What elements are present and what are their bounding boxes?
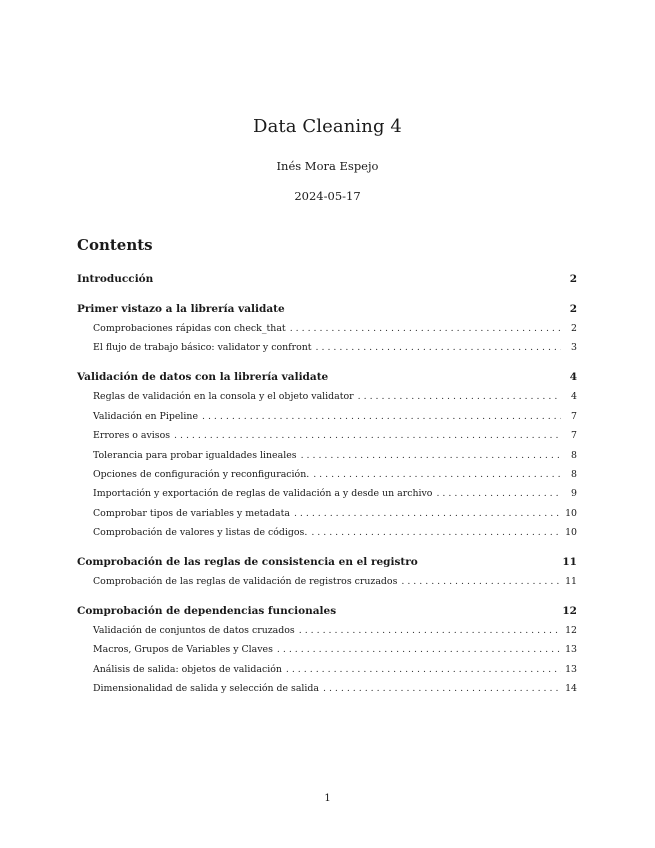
toc-subsection-entry[interactable] — [77, 572, 577, 591]
toc-subsection-entry[interactable] — [77, 338, 577, 357]
toc-leader — [316, 338, 561, 357]
toc-subsection-page: 13 — [565, 644, 577, 656]
toc-subsection-title: Importación y exportación de reglas de validación a y desde un archivo — [93, 488, 433, 500]
toc-subsection-page: 10 — [565, 507, 577, 519]
toc-subsection-entry[interactable] — [77, 446, 577, 465]
toc-subsection-title: Análisis de salida: objetos de validación — [93, 663, 282, 675]
toc-leader — [301, 446, 561, 465]
toc-section-title: Comprobación de las reglas de consistencia en el registro — [77, 555, 418, 568]
toc-subsection-entry[interactable] — [77, 319, 577, 338]
toc-subsection-page: 13 — [565, 663, 577, 675]
toc-section — [77, 300, 577, 358]
toc-leader — [202, 407, 561, 426]
toc-subsection-title: Comprobar tipos de variables y metadata — [93, 507, 290, 519]
toc-section-page: 4 — [569, 370, 577, 383]
contents-heading: Contents — [77, 236, 153, 254]
toc-subsection-page: 10 — [565, 527, 577, 539]
toc-section — [77, 270, 577, 289]
toc-subsection-title: Comprobaciones rápidas con check_that — [93, 322, 286, 334]
toc-section — [77, 368, 577, 543]
toc-subsection-entry[interactable] — [77, 465, 577, 484]
toc-subsection-title: Tolerancia para probar igualdades lineales — [93, 449, 297, 461]
toc-section-page: 11 — [562, 555, 577, 568]
toc-subsection-page: 8 — [571, 449, 577, 461]
document-title: Data Cleaning 4 — [253, 116, 402, 137]
toc-subsection-page: 7 — [571, 430, 577, 442]
toc-subsection-entry[interactable] — [77, 640, 577, 659]
toc-subsection-title: Validación en Pipeline — [93, 410, 199, 422]
toc-section-gap — [77, 591, 577, 601]
toc-leader — [358, 387, 561, 406]
toc-subsection-title: Comprobación de las reglas de validación de registros cruzados — [93, 576, 398, 588]
toc-section-entry[interactable] — [77, 553, 577, 572]
page-number: 1 — [324, 793, 331, 804]
toc-subsection-entry[interactable] — [77, 407, 577, 426]
toc-section-page: 2 — [569, 273, 577, 285]
toc-subsection-page: 9 — [571, 488, 577, 500]
toc-subsection-entry[interactable] — [77, 426, 577, 445]
toc-subsection-title: Opciones de configuración y reconfiguración. — [93, 468, 310, 480]
toc-subsection-title: Macros, Grupos de Variables y Claves — [93, 644, 273, 656]
toc-leader — [277, 640, 561, 659]
toc-leader — [323, 679, 561, 698]
toc-section-entry[interactable] — [77, 300, 577, 319]
toc-subsection-page: 7 — [571, 410, 577, 422]
toc-section-title: Comprobación de dependencias funcionales — [77, 604, 337, 617]
toc-section-entry[interactable] — [77, 270, 577, 289]
toc-section-page: 12 — [562, 604, 577, 617]
document-author: Inés Mora Espejo — [276, 159, 379, 173]
toc-leader — [299, 621, 561, 640]
toc-subsection-title: Reglas de validación en la consola y el objeto validator — [93, 391, 354, 403]
toc-section-title: Primer vistazo a la librería validate — [77, 302, 285, 315]
toc-subsection-title: El flujo de trabajo básico: validator y confront — [93, 342, 312, 354]
toc-section-gap — [77, 542, 577, 552]
toc-section-gap — [77, 289, 577, 299]
toc-leader — [294, 504, 561, 523]
document-date: 2024-05-17 — [294, 189, 361, 203]
toc-subsection-page: 14 — [565, 683, 577, 695]
toc-subsection-entry[interactable] — [77, 504, 577, 523]
toc-subsection-page: 2 — [571, 322, 577, 334]
toc-subsection-title: Dimensionalidad de salida y selección de salida — [93, 683, 319, 695]
toc-subsection-entry[interactable] — [77, 484, 577, 503]
toc-subsection-page: 8 — [571, 468, 577, 480]
toc-subsection-page: 3 — [571, 342, 577, 354]
toc-subsection-page: 4 — [571, 391, 577, 403]
toc-subsection-title: Errores o avisos — [93, 430, 171, 442]
toc-subsection-entry[interactable] — [77, 523, 577, 542]
toc-section-entry[interactable] — [77, 368, 577, 387]
toc-leader — [174, 426, 561, 445]
toc-section-page: 2 — [569, 302, 577, 315]
toc-subsection-entry[interactable] — [77, 679, 577, 698]
toc-section-title: Introducción — [77, 273, 154, 285]
table-of-contents — [77, 270, 577, 699]
toc-leader — [286, 660, 561, 679]
toc-subsection-entry[interactable] — [77, 660, 577, 679]
toc-subsection-title: Comprobación de valores y listas de códigos. — [93, 527, 308, 539]
toc-section-entry[interactable] — [77, 602, 577, 621]
toc-leader — [436, 484, 561, 503]
toc-section — [77, 602, 577, 699]
toc-section — [77, 553, 577, 592]
toc-leader — [311, 523, 561, 542]
toc-subsection-page: 11 — [565, 576, 577, 588]
toc-subsection-page: 12 — [565, 625, 577, 636]
toc-leader — [401, 572, 561, 591]
toc-section-title: Validación de datos con la librería validate — [77, 370, 329, 383]
toc-leader — [290, 319, 561, 338]
toc-subsection-entry[interactable] — [77, 621, 577, 640]
toc-subsection-entry[interactable] — [77, 387, 577, 406]
toc-leader — [313, 465, 561, 484]
toc-section-gap — [77, 358, 577, 368]
toc-subsection-title: Validación de conjuntos de datos cruzados — [93, 625, 295, 636]
